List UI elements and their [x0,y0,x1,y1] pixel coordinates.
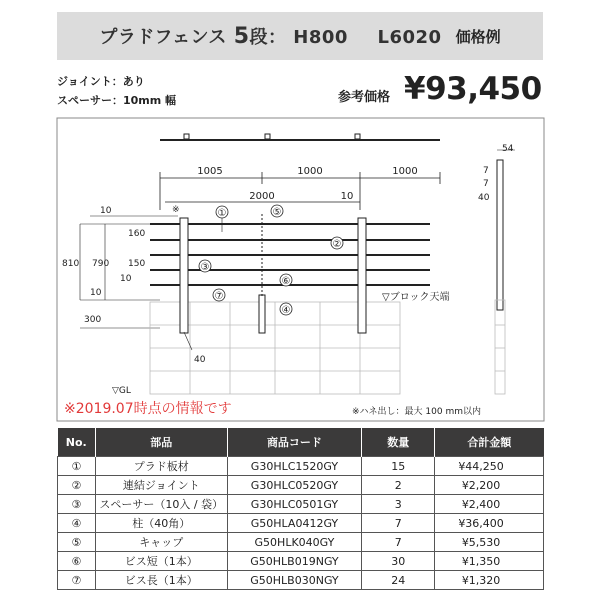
parts-table [57,428,544,590]
cell-no: ② [58,476,96,495]
plan-post-3 [355,134,360,139]
table-row [58,533,544,552]
cell-code: G50HLA0412GY [227,514,362,533]
title-step-count: 5 [233,24,250,49]
cell-no: ③ [58,495,96,514]
cell-part: 柱（40角） [95,514,227,533]
fence-posts [180,218,366,333]
cell-code: G50HLK040GY [227,533,362,552]
cell-no: ⑤ [58,533,96,552]
title-height: H800 [293,27,348,48]
col-header-part: 部品 [95,428,227,457]
table-row [58,457,544,476]
cell-no: ① [58,457,96,476]
spec-joint: ジョイント：あり [57,75,145,88]
cell-code: G50HLB030NGY [227,571,362,590]
table-row [58,495,544,514]
price-value: ¥93,450 [404,71,542,107]
cell-part: ビス短（1本） [95,552,227,571]
dim-10-top: 10 [100,206,112,216]
cell-amount: ¥5,530 [435,533,544,552]
cell-no: ⑦ [58,571,96,590]
cell-amount: ¥1,350 [435,552,544,571]
side-dim-54: 54 [502,144,514,154]
dim-1000-b: 1000 [392,166,418,177]
dim-10-mid: 10 [340,191,354,202]
dim-10-a: 10 [120,274,132,284]
side-view [478,144,515,394]
callout-5: ⑤ [272,207,282,218]
cell-code: G30HLC0501GY [227,495,362,514]
dim-10-b: 10 [90,288,102,298]
date-note: ※2019.07時点の情報です [64,401,232,417]
cell-amount: ¥36,400 [435,514,544,533]
callout-1: ① [217,208,227,219]
cell-qty: 15 [362,457,435,476]
title-length: L6020 [377,27,442,48]
cell-no: ⑥ [58,552,96,571]
dim-1005: 1005 [197,166,223,177]
dim-2000: 2000 [249,191,275,202]
table-row [58,514,544,533]
side-dim-7a: 7 [483,166,489,176]
cell-amount: ¥2,400 [435,495,544,514]
dim-790: 790 [92,259,110,269]
cell-code: G30HLC1520GY [227,457,362,476]
cell-amount: ¥2,200 [435,476,544,495]
callout-2: ② [332,239,342,250]
callout-4: ④ [281,305,291,316]
dim-1000-a: 1000 [297,166,323,177]
cell-part: 連結ジョイント [95,476,227,495]
table-row [58,571,544,590]
title-step-label: 段： [249,27,287,48]
plan-post-1 [184,134,189,139]
cell-qty: 24 [362,571,435,590]
price-label: 参考価格 [338,90,391,105]
col-header-no: No. [58,428,96,457]
cell-amount: ¥44,250 [435,457,544,476]
side-dim-7b: 7 [483,179,489,189]
cell-qty: 30 [362,552,435,571]
cell-no: ④ [58,514,96,533]
table-row [58,476,544,495]
callout-3: ③ [200,262,210,273]
col-header-amount: 合計金額 [435,428,544,457]
cell-part: キャップ [95,533,227,552]
dim-300: 300 [84,315,102,325]
cell-qty: 2 [362,476,435,495]
dim-40: 40 [194,355,206,365]
cell-amount: ¥1,320 [435,571,544,590]
cell-qty: 7 [362,533,435,552]
table-row [58,552,544,571]
cell-code: G50HLB019NGY [227,552,362,571]
overhang-note: ※ハネ出し：最大 100 mm以内 [352,407,481,417]
cell-qty: 3 [362,495,435,514]
dim-810: 810 [62,259,80,269]
col-header-qty: 数量 [362,428,435,457]
callout-7: ⑦ [214,291,224,302]
cell-code: G30HLC0520GY [227,476,362,495]
title-product: プラドフェンス [99,27,227,48]
cell-part: ビス長（1本） [95,571,227,590]
callouts [199,205,343,316]
callout-6: ⑥ [281,276,291,287]
gl-label: ▽GL [112,386,131,396]
table-header-row [58,428,544,457]
spec-spacer: スペーサー：10mm 幅 [57,94,177,107]
title-suffix: 価格例 [455,27,501,46]
cell-part: スペーサー（10入 / 袋） [95,495,227,514]
cell-part: プラド板材 [95,457,227,476]
col-header-code: 商品コード [227,428,362,457]
plan-post-2 [265,134,270,139]
block-top-label: ▽ブロック天端 [382,292,450,303]
side-dim-40: 40 [478,193,490,203]
asterisk-mark: ※ [172,205,180,215]
dim-160: 160 [128,229,146,239]
cell-qty: 7 [362,514,435,533]
dim-150: 150 [128,259,146,269]
